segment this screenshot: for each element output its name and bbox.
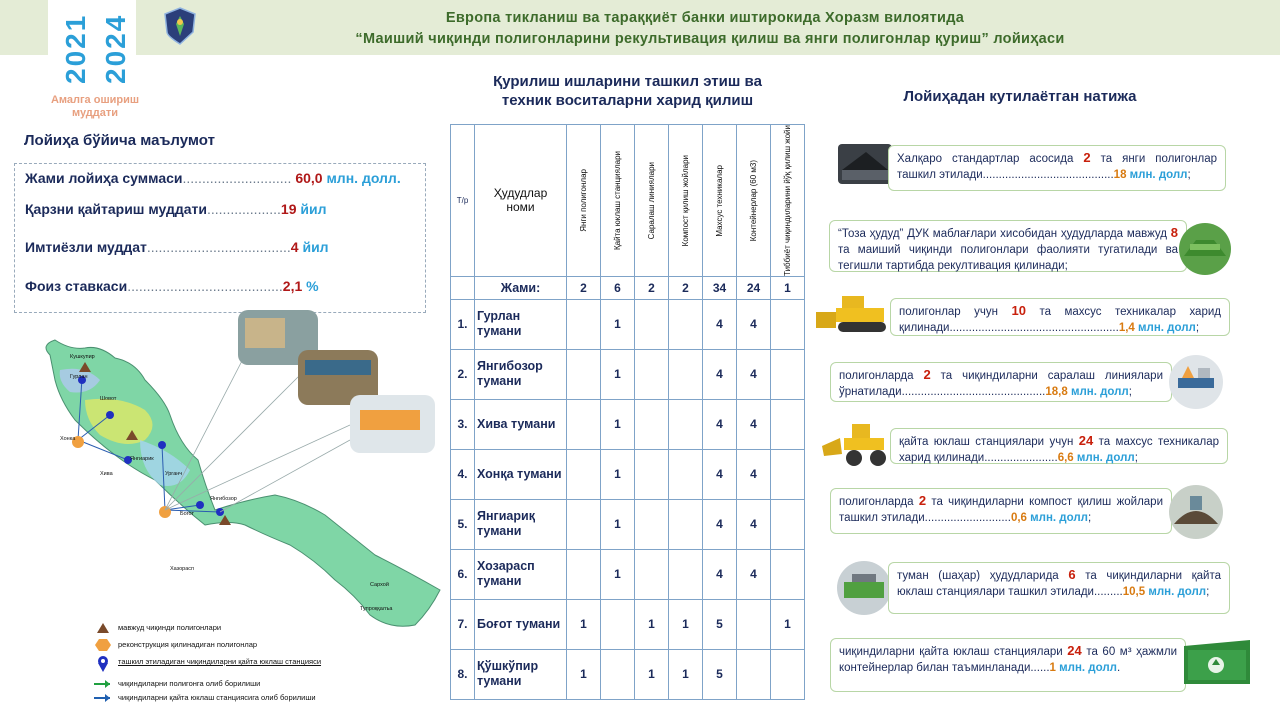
table-cell: 1: [601, 299, 635, 349]
result-card-1: [888, 145, 1226, 191]
header-title-line2: “Маиший чиқинди полигонларини рекультивация қилиш ва янги полигонлар қуриш” лойиҳаси: [355, 31, 1065, 47]
table-cell: 4: [737, 499, 771, 549]
card-unit: млн. долл: [1055, 662, 1117, 674]
table-cell: 1: [669, 599, 703, 649]
table-cell: 2: [669, 276, 703, 299]
col-header-text: Саралаш линиялари: [647, 161, 656, 240]
info-unit: %: [302, 278, 319, 294]
row-num: 3.: [451, 399, 475, 449]
info-value: 19: [280, 201, 297, 217]
card-text: “Тоза ҳудуд” ДУК маблағлари хисобидан ҳудудларда мавжуд: [838, 228, 1171, 240]
table-cell: [567, 349, 601, 399]
header-title-line1: Европа тикланиш ва тараққиёт банки иштирокида Хоразм вилоятида: [445, 10, 965, 26]
card-number: 2: [1083, 150, 1091, 165]
table-cell: [737, 649, 771, 699]
table-cell: 4: [703, 299, 737, 349]
table-cell: [669, 549, 703, 599]
info-title: Лойиҳа бўйича маълумот: [24, 132, 215, 149]
col-num-header: Т/р: [451, 125, 475, 277]
legend-item-green-arrow: [90, 676, 420, 690]
row-num: 5.: [451, 499, 475, 549]
row-num: 6.: [451, 549, 475, 599]
table-cell: 1: [601, 449, 635, 499]
col-header: [601, 125, 635, 277]
legend-item-blue-arrow: [90, 690, 420, 704]
card-end: ;: [1195, 322, 1200, 334]
card-number: 2: [923, 367, 931, 382]
result-card-7: [888, 562, 1230, 614]
map-pin-icon: [94, 655, 112, 673]
card-end: ;: [1206, 586, 1210, 598]
col-header: [635, 125, 669, 277]
col-header-text: Махсус техникалар: [715, 164, 724, 237]
table-cell: [635, 449, 669, 499]
table-cell: [567, 449, 601, 499]
legend-label: чиқиндиларни полигонга олиб борилиши: [118, 679, 261, 688]
table-header-row: [451, 125, 805, 277]
table-total-row: [451, 276, 805, 299]
card-text: та маиший чиқинди полигонлари фаолияти тугатилади ва тегишли тартибда рекултивация қилинади;: [838, 244, 1178, 272]
col-header-text: Компост қилиш жойлари: [681, 154, 690, 247]
table-cell: 1: [669, 649, 703, 699]
table-cell: 4: [703, 549, 737, 599]
table-cell: [771, 499, 805, 549]
table-row: [451, 349, 805, 399]
info-row-grace: [25, 239, 329, 255]
map-label: Кушкупир: [70, 354, 95, 360]
col-name-header: Ҳудудлар номи: [475, 125, 567, 277]
card-text: полигонларда: [839, 370, 924, 382]
table-cell: 1: [567, 599, 601, 649]
table-cell: [771, 649, 805, 699]
col-header: [669, 125, 703, 277]
year-end: 2024: [100, 13, 131, 84]
table-cell: [771, 449, 805, 499]
table-cell: [669, 299, 703, 349]
result-card-6: [830, 488, 1172, 534]
table-title: [455, 72, 800, 110]
col-header: [567, 125, 601, 277]
landfill-photo-icon: [836, 140, 894, 188]
col-header: [771, 125, 805, 277]
result-card-3: [890, 298, 1230, 336]
table-cell: [635, 349, 669, 399]
table-title-line1: Қурилиш ишларини ташкил этиш ва: [493, 73, 762, 90]
table-cell: 2: [567, 276, 601, 299]
map-label: Хонка: [60, 436, 76, 442]
card-amount: 18,8: [1045, 386, 1068, 398]
card-amount: 1: [1049, 662, 1056, 674]
table-row: [451, 499, 805, 549]
result-card-4: [830, 362, 1172, 402]
table-row: [451, 449, 805, 499]
legend-label: мавжуд чиқинди полигонлари: [118, 623, 222, 632]
row-num: 4.: [451, 449, 475, 499]
arrow-right-icon: [94, 691, 112, 705]
card-text: та 60 м³ ҳажмли контейнерлар билан таъминланади......: [839, 646, 1177, 674]
row-name: Қўшкўпир тумани: [475, 649, 567, 699]
table-cell: [567, 499, 601, 549]
info-value: 60,0: [295, 170, 323, 186]
info-label: Имтиёзли муддат: [25, 239, 147, 255]
row-num: 8.: [451, 649, 475, 699]
table-cell: 1: [771, 599, 805, 649]
legend-item-reconstruction: [90, 637, 420, 654]
info-dots: ...................: [207, 201, 281, 217]
card-unit: млн. долл: [1026, 512, 1088, 524]
table-cell: 1: [601, 349, 635, 399]
info-row-repay: [25, 201, 326, 217]
card-text: чиқиндиларни қайта юклаш станциялари: [839, 646, 1068, 658]
card-text: полигонларда: [839, 496, 919, 508]
info-label: Қарзни қайтариш муддати: [25, 201, 207, 217]
arrow-right-icon: [94, 677, 112, 691]
table-cell: [771, 549, 805, 599]
row-name: Хонқа тумани: [475, 449, 567, 499]
works-table: [450, 124, 805, 700]
card-amount: 6,6: [1057, 452, 1074, 464]
col-header-text: Контейнерлар (60 м3): [749, 159, 758, 242]
compost-icon: [1168, 484, 1224, 540]
table-cell: 4: [703, 399, 737, 449]
card-unit: млн. долл: [1067, 386, 1129, 398]
card-text: та махсус техникалар харид қилинади.......................: [899, 436, 1219, 464]
container-icon: [1180, 632, 1254, 692]
info-unit: йил: [296, 201, 327, 217]
table-cell: 4: [737, 349, 771, 399]
table-cell: 4: [737, 399, 771, 449]
row-name: Гурлан тумани: [475, 299, 567, 349]
info-dots: .....................................: [146, 239, 291, 255]
legend-label: чиқиндиларни қайта юклаш станциясига олиб борилиши: [118, 693, 316, 702]
card-number: 6: [1068, 567, 1076, 582]
table-row: [451, 399, 805, 449]
table-cell: 1: [635, 649, 669, 699]
total-label: Жами:: [475, 276, 567, 299]
table-cell: 1: [635, 599, 669, 649]
legend-label: реконструкция қилинадиган полигонлар: [118, 640, 258, 649]
map-label: Гурлан: [70, 374, 88, 380]
table-cell: 6: [601, 276, 635, 299]
row-name: Хозарасп тумани: [475, 549, 567, 599]
card-text: қайта юклаш станциялари учун: [899, 436, 1079, 448]
result-card-8: [830, 638, 1186, 692]
table-cell: 2: [635, 276, 669, 299]
transfer-station-icon: [834, 560, 894, 616]
table-cell: 5: [703, 599, 737, 649]
card-amount: 10,5: [1122, 586, 1146, 598]
row-name: Боғот тумани: [475, 599, 567, 649]
table-cell: 34: [703, 276, 737, 299]
row-name: Янгибозор тумани: [475, 349, 567, 399]
card-end: ;: [1128, 386, 1132, 398]
table-cell: 24: [737, 276, 771, 299]
card-text: та чиқиндиларни саралаш линиялари ўрнатилади.............................................: [839, 370, 1163, 398]
table-cell: [737, 599, 771, 649]
loader-icon: [818, 418, 894, 468]
table-cell: [567, 299, 601, 349]
results-title: Лойиҳадан кутилаётган натижа: [903, 88, 1137, 105]
info-value: 2,1: [282, 278, 303, 294]
shield-logo-icon: [162, 6, 198, 46]
table-cell: 1: [601, 549, 635, 599]
row-num: 2.: [451, 349, 475, 399]
result-card-5: [890, 428, 1228, 464]
card-unit: млн. долл: [1126, 169, 1188, 181]
card-number: 8: [1170, 225, 1178, 240]
info-unit: млн. долл.: [322, 170, 401, 186]
table-cell: [669, 449, 703, 499]
card-number: 24: [1067, 643, 1082, 658]
col-header-text: Қайта юклаш станциялари: [613, 150, 622, 250]
info-value: 4: [290, 239, 299, 255]
table-cell: [669, 499, 703, 549]
legend-item-existing: [90, 620, 420, 637]
map-label: Янгибозор: [210, 496, 237, 502]
table-cell: 5: [703, 649, 737, 699]
info-dots: ............................: [182, 170, 292, 186]
table-cell: 4: [737, 299, 771, 349]
map-legend: [90, 620, 420, 704]
table-row: [451, 549, 805, 599]
table-cell: [567, 549, 601, 599]
card-text: та чиқиндиларни қайта юклаш станциялари ташкил этилади.........: [897, 570, 1222, 598]
region-map: [30, 300, 450, 630]
card-unit: млн. долл: [1134, 322, 1196, 334]
card-amount: 1,4: [1118, 322, 1135, 334]
years-block: [48, 0, 136, 92]
table-cell: [771, 349, 805, 399]
map-label: Сархой: [370, 582, 389, 588]
card-text: туман (шаҳар) ҳудудларида: [897, 570, 1069, 582]
bulldozer-icon: [812, 288, 894, 336]
map-label: Шовот: [100, 396, 117, 402]
table-title-line2: техник воситаларни харид қилиш: [501, 92, 754, 109]
row-num: 1.: [451, 299, 475, 349]
table-cell: 4: [703, 349, 737, 399]
table-cell: 4: [737, 449, 771, 499]
map-label: Урганч: [165, 471, 183, 477]
sorting-line-icon: [1168, 354, 1224, 410]
legend-label: ташкил этиладиган чиқиндиларни қайта юклаш станцияси: [118, 657, 322, 666]
table-cell: 1: [601, 499, 635, 549]
row-name: Янгиариқ тумани: [475, 499, 567, 549]
table-cell: 4: [703, 449, 737, 499]
table-row: [451, 299, 805, 349]
card-unit: млн. долл: [1073, 452, 1135, 464]
table-cell: [635, 399, 669, 449]
map-label: Хазорасп: [170, 566, 195, 572]
info-dots: ........................................: [127, 278, 283, 294]
triangle-icon: [94, 621, 112, 635]
hexagon-icon: [94, 638, 112, 652]
table-cell: [669, 349, 703, 399]
map-label: Богот: [180, 511, 195, 517]
table-cell: [771, 399, 805, 449]
info-label: Жами лойиҳа суммаси: [25, 170, 183, 186]
table-cell: 1: [771, 276, 805, 299]
col-header-text: Тиббиёт чиқиндиларини йўқ қилиш жойи: [783, 125, 792, 276]
row-num: 7.: [451, 599, 475, 649]
legend-item-station: [90, 654, 420, 676]
card-text: та махсус техникалар харид қилинади.....................................................: [899, 306, 1221, 334]
col-header-text: Янги полигонлар: [579, 169, 588, 232]
table-cell: 4: [737, 549, 771, 599]
year-start: 2021: [60, 13, 91, 84]
table-cell: 1: [567, 649, 601, 699]
card-amount: 18: [1113, 169, 1127, 181]
card-text: Халқаро стандартлар асосида: [897, 153, 1084, 165]
map-label: Тупроққалъа: [360, 606, 393, 612]
card-number: 24: [1078, 433, 1094, 448]
table-cell: [635, 549, 669, 599]
info-row-rate: [25, 278, 319, 294]
card-end: ;: [1134, 452, 1138, 464]
green-landfill-icon: [1176, 222, 1234, 276]
card-text: та янги полигонлар ташкил этилади.........................................: [897, 153, 1217, 181]
table-cell: [771, 299, 805, 349]
table-cell: [601, 599, 635, 649]
table-cell: [635, 499, 669, 549]
info-unit: йил: [298, 239, 329, 255]
col-header: [703, 125, 737, 277]
map-label: Янгиарик: [130, 456, 154, 462]
card-amount: 0,6: [1010, 512, 1027, 524]
table-cell: [567, 399, 601, 449]
table-cell: 1: [601, 399, 635, 449]
info-label: Фоиз ставкаси: [25, 278, 128, 294]
map-label: Хива: [100, 471, 113, 477]
table-cell: 4: [703, 499, 737, 549]
card-number: 2: [918, 493, 927, 508]
col-header: [737, 125, 771, 277]
card-end: ;: [1187, 169, 1191, 181]
table-row: [451, 599, 805, 649]
card-unit: млн. долл: [1145, 586, 1207, 598]
row-name: Хива тумани: [475, 399, 567, 449]
table-cell: [601, 649, 635, 699]
info-box: [14, 163, 426, 313]
card-number: 10: [1011, 303, 1026, 318]
table-cell: [635, 299, 669, 349]
table-cell: [669, 399, 703, 449]
table-row: [451, 649, 805, 699]
card-text: полигонлар учун: [899, 306, 1012, 318]
card-text: та чиқиндиларни компост қилиш жойлари ташкил этилади...........................: [839, 496, 1164, 524]
info-row-total: [25, 170, 401, 186]
card-end: ;: [1087, 512, 1092, 524]
result-card-2: [829, 220, 1187, 272]
card-end: .: [1116, 662, 1121, 674]
table-cell: [451, 276, 475, 299]
deadline-label: Амалга ошириш муддати: [50, 94, 140, 119]
